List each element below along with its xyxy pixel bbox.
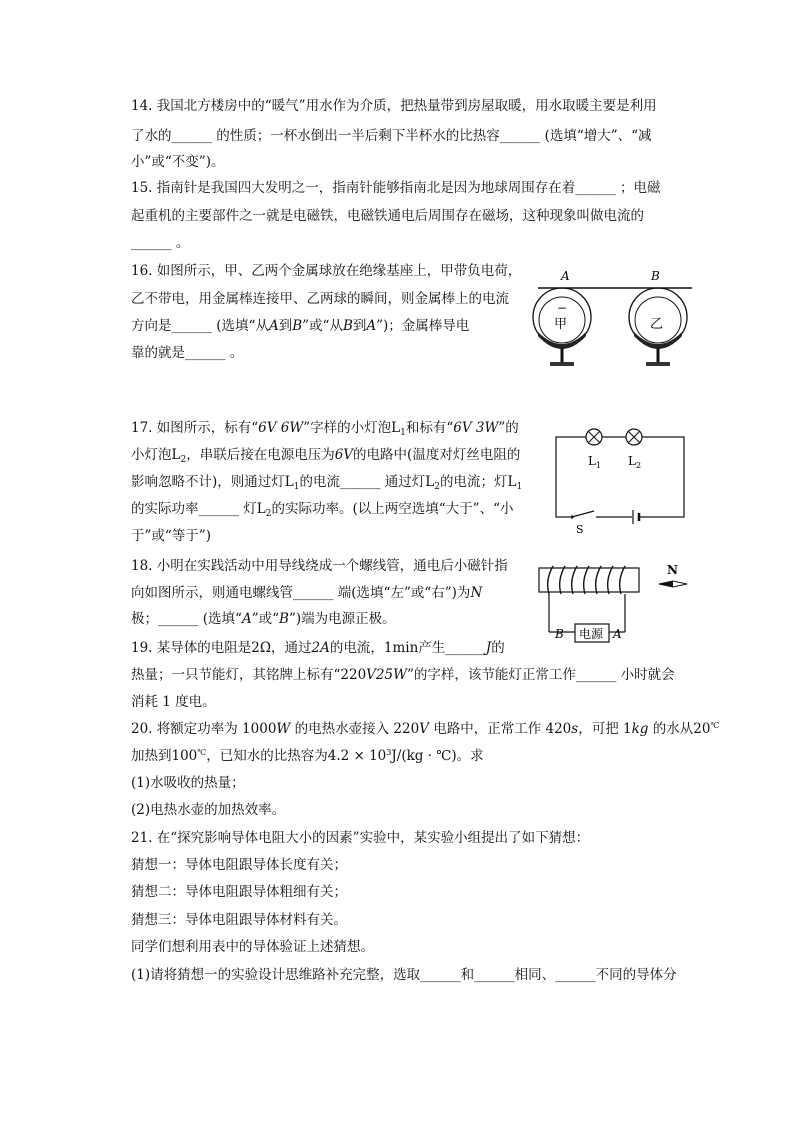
q21-guess-3: 猜想三：导体电阻跟导体材料有关。 bbox=[131, 912, 347, 928]
base-cup-left bbox=[538, 332, 586, 349]
figure-series-circuit bbox=[550, 425, 690, 536]
q18-line-2: 向如图所示，则通电螺线管______ 端(选填“左”或“右”)为N bbox=[131, 585, 483, 601]
q14-line-1: 14. 我国北方楼房中的“暖气”用水作为介质，把热量带到房屋取暖，用水取暖主要是利用 bbox=[131, 98, 657, 114]
q14-line-3: 小”或“不变”)。 bbox=[131, 154, 225, 170]
q17-line-1: 17. 如图所示，标有“6V 6W”字样的小灯泡$L_1$和标有“6V 3W”的 bbox=[131, 420, 519, 438]
ball-yi-label: 乙 bbox=[650, 317, 664, 332]
q15-line-3: ______ 。 bbox=[131, 235, 190, 251]
q21-line-1: 21. 在“探究影响导体电阻大小的因素”实验中，某实验小组提出了如下猜想： bbox=[131, 830, 590, 846]
q17-line-4: 的实际功率______ 灯$L_2$的实际功率。(以上两空选填“大于”、“小 bbox=[131, 501, 514, 519]
label-l1: $L_1$ bbox=[588, 454, 602, 470]
q16-line-2: 乙不带电，用金属棒连接甲、乙两球的瞬间，则金属棒上的电流 bbox=[131, 291, 509, 307]
q21-line-5: 同学们想利用表中的导体验证上述猜想。 bbox=[131, 939, 374, 955]
q18-line-1: 18. 小明在实践活动中用导线绕成一个螺线管，通电后小磁针指 bbox=[131, 558, 508, 574]
q18-line-3: 极；______ (选填“A”或“B”)端为电源正极。 bbox=[131, 611, 396, 627]
q17-line-2: 小灯泡$L_2$，串联后接在电源电压为6V的电路中(温度对灯丝电阻的 bbox=[131, 447, 521, 465]
q19-line-2: 热量；一只节能灯，其铭牌上标有“220V25W”的字样，该节能灯正常工作______ 小时就会 bbox=[131, 667, 675, 683]
power-source-label: 电源 bbox=[579, 627, 604, 641]
q15-line-2: 起重机的主要部件之一就是电磁铁，电磁铁通电后周围存在磁场，这种现象叫做电流的 bbox=[131, 208, 644, 224]
fig16-label-a: A bbox=[561, 269, 570, 283]
q21-guess-2: 猜想二：导体电阻跟导体粗细有关； bbox=[131, 884, 347, 900]
label-switch: S bbox=[576, 523, 584, 536]
fig18-label-b: B bbox=[555, 627, 564, 641]
q15-line-1: 15. 指南针是我国四大发明之一，指南针能够指南北是因为地球周围存在着______ ；电磁 bbox=[131, 180, 661, 196]
figure-metal-balls bbox=[530, 262, 700, 374]
q16-line-3: 方向是______ (选填“从A到B”或“从B到A”)；金属棒导电 bbox=[131, 318, 470, 334]
ball-jia-label: 甲 bbox=[554, 317, 568, 332]
negative-charge: − bbox=[557, 301, 568, 315]
q20-sub-1: (1)水吸收的热量； bbox=[131, 775, 245, 791]
q16-line-4: 靠的就是______ 。 bbox=[131, 345, 244, 361]
figure-solenoid bbox=[535, 560, 695, 652]
solenoid-coil bbox=[548, 566, 625, 594]
q20-line-2: 加热到100℃，已知水的比热容为$4.2 \times 10^3J/(kg$ · ℃)。求 bbox=[131, 748, 484, 764]
q19-line-3: 消耗 1 度电。 bbox=[131, 694, 216, 710]
q21-guess-1: 猜想一：导体电阻跟导体长度有关； bbox=[131, 857, 347, 873]
q16-line-1: 16. 如图所示，甲、乙两个金属球放在绝缘基座上，甲带负电荷， bbox=[131, 263, 522, 279]
solenoid-core bbox=[539, 568, 639, 592]
q17-line-5: 于”或“等于”) bbox=[131, 528, 211, 544]
base-cup-right bbox=[634, 332, 682, 349]
q20-line-1: 20. 将额定功率为 1000W 的电热水壶接入 220V 电路中，正常工作 420s，可把 1kg 的水从20℃ bbox=[131, 721, 720, 737]
fig18-label-a: A bbox=[613, 627, 622, 641]
fig16-label-b: B bbox=[651, 269, 660, 283]
q19-line-1: 19. 某导体的电阻是2Ω，通过2A的电流，1min产生______J的 bbox=[131, 640, 505, 656]
q20-sub-2: (2)电热水壶的加热效率。 bbox=[131, 802, 286, 818]
q21-line-6: (1)请将猜想一的实验设计思维路补充完整，选取______和______相同、______不同的导体分 bbox=[131, 967, 677, 983]
label-l2: $L_2$ bbox=[628, 454, 642, 470]
compass-north-label: N bbox=[667, 563, 678, 577]
q17-line-3: 影响忽略不计)，则通过灯$L_1$的电流______ 通过灯$L_2$的电流；灯$L_1$ bbox=[131, 474, 523, 492]
q14-line-2: 了水的______ 的性质；一杯水倒出一半后剩下半杯水的比热容______ (选填“增大”、“减 bbox=[131, 128, 652, 144]
